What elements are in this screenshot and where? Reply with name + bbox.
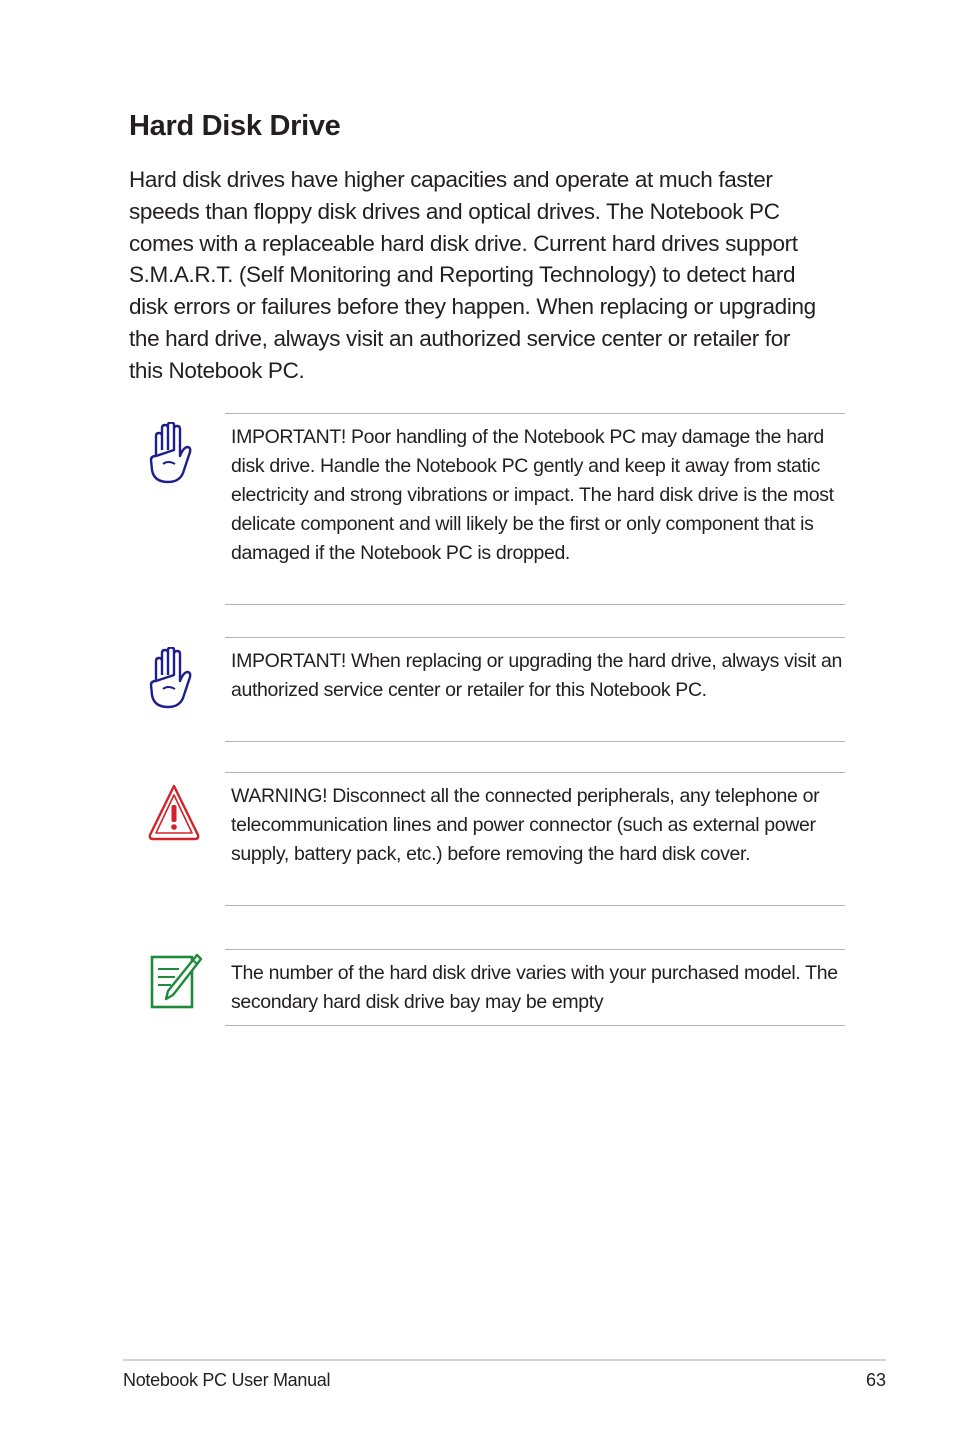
section-paragraph: Hard disk drives have higher capacities and operate at much faster speeds than floppy disk drives and optical drives. The Notebook PC comes with a replaceable hard disk drive. Current hard drives support S.M.A.R.T. (Self Monitoring and Reporting Technology) to detect hard disk errors or failures before they happen. When replacing or upgrading the hard drive, always visit an authorized service center or retailer for this Notebook PC. <box>129 167 816 383</box>
note-pencil-icon <box>149 951 203 1016</box>
footer-divider <box>123 1359 886 1361</box>
note-notice <box>225 949 845 1026</box>
page-number: 63 <box>865 1370 886 1390</box>
section-title: Hard Disk Drive <box>129 110 341 142</box>
hand-stop-icon <box>148 647 194 716</box>
important-notice-handling <box>225 413 845 605</box>
warning-notice <box>225 772 845 906</box>
warning-triangle-icon <box>148 783 200 848</box>
hand-stop-icon <box>148 422 194 491</box>
important-notice-replacing <box>225 637 845 742</box>
notice-text: The number of the hard disk drive varies with your purchased model. The secondary hard disk drive bay may be empty <box>231 962 838 1013</box>
footer-manual-title: Notebook PC User Manual <box>123 1370 331 1390</box>
notice-text: IMPORTANT! Poor handling of the Notebook PC may damage the hard disk drive. Handle the Notebook PC gently and keep it away from static electricity and strong vibrations or impact. The hard disk drive is the most delicate component and will likely be the first or only component that is damaged if the Notebook PC is dropped. <box>231 426 834 564</box>
notice-text: WARNING! Disconnect all the connected peripherals, any telephone or telecommunication lines and power connector (such as external power supply, battery pack, etc.) before removing the hard disk cover. <box>231 785 820 865</box>
notice-text: IMPORTANT! When replacing or upgrading the hard drive, always visit an authorized service center or retailer for this Notebook PC. <box>231 650 842 701</box>
